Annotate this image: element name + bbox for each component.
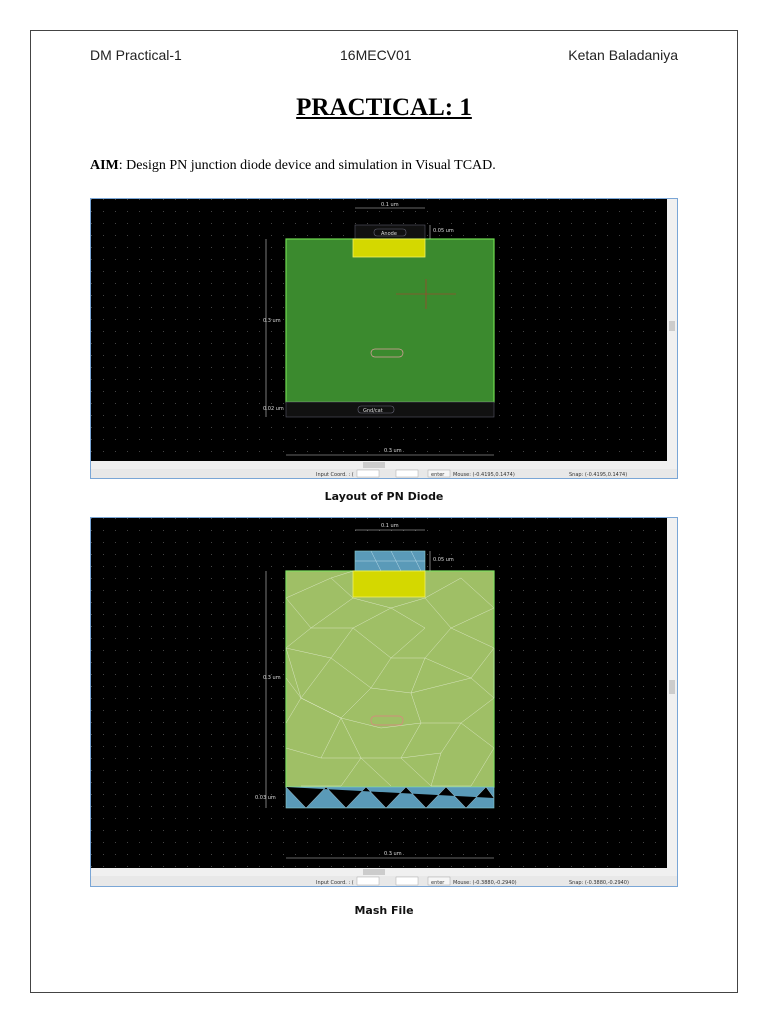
layout-canvas[interactable] bbox=[91, 199, 677, 478]
dim-top: 0.1 um bbox=[381, 202, 399, 208]
mesh-enter-button-label: enter bbox=[431, 880, 445, 886]
mesh-vertical-scroll-thumb[interactable] bbox=[669, 680, 675, 694]
status-mouse: Mouse: (-0.4195,0.1474) bbox=[453, 472, 515, 478]
header-left: DM Practical-1 bbox=[90, 47, 182, 63]
mesh-dim-left: 0.3 um bbox=[263, 675, 281, 681]
status-input-coord: Input Coord. : ( bbox=[316, 472, 354, 478]
figure-caption-layout: Layout of PN Diode bbox=[324, 490, 444, 503]
mesh-dim-top: 0.1 um bbox=[381, 523, 399, 529]
cathode-label: Gnd/cat bbox=[363, 408, 383, 414]
mesh-dim-anode-height: 0.05 um bbox=[433, 557, 454, 563]
aim-paragraph bbox=[90, 158, 496, 174]
mesh-screenshot bbox=[90, 517, 678, 887]
input-y-field[interactable] bbox=[396, 470, 418, 477]
aim-label: AIM bbox=[90, 158, 119, 173]
mesh-body[interactable] bbox=[286, 571, 494, 787]
mesh-dim-bottom: 0.3 um bbox=[384, 851, 402, 857]
mesh-input-y-field[interactable] bbox=[396, 877, 418, 885]
page-title-text: PRACTICAL: 1 bbox=[296, 94, 472, 121]
mesh-status-input-coord: Input Coord. : ( bbox=[316, 880, 354, 886]
header-center: 16MECV01 bbox=[340, 47, 412, 63]
enter-button-label: enter bbox=[431, 472, 445, 478]
cathode-contact[interactable] bbox=[286, 402, 494, 417]
dim-bottom-left: 0.02 um bbox=[263, 406, 284, 412]
dim-bottom: 0.3 um bbox=[384, 448, 402, 454]
dim-left: 0.3 um bbox=[263, 318, 281, 324]
anode-region[interactable] bbox=[353, 239, 425, 257]
mesh-status-mouse: Mouse: (-0.3880,-0.2940) bbox=[453, 880, 517, 886]
mesh-horizontal-scroll-thumb[interactable] bbox=[363, 869, 385, 875]
layout-screenshot bbox=[90, 198, 678, 479]
mesh-input-x-field[interactable] bbox=[357, 877, 379, 885]
p-region[interactable] bbox=[286, 239, 494, 402]
figure-caption-mesh: Mash File bbox=[354, 904, 414, 917]
dim-anode-height: 0.05 um bbox=[433, 228, 454, 234]
mesh-status-snap: Snap: (-0.3880,-0.2940) bbox=[569, 880, 629, 886]
vertical-scroll-thumb[interactable] bbox=[669, 321, 675, 331]
mesh-anode-region[interactable] bbox=[353, 571, 425, 597]
page-title bbox=[0, 94, 768, 122]
input-x-field[interactable] bbox=[357, 470, 379, 477]
anode-label: Anode bbox=[381, 231, 397, 237]
mesh-dim-bottom-left: 0.03 um bbox=[255, 795, 276, 801]
header-right: Ketan Baladaniya bbox=[568, 47, 678, 63]
horizontal-scroll-thumb[interactable] bbox=[363, 462, 385, 468]
mesh-canvas[interactable] bbox=[91, 518, 677, 886]
status-snap: Snap: (-0.4195,0.1474) bbox=[569, 472, 628, 478]
aim-text: : Design PN junction diode device and simulation in Visual TCAD. bbox=[118, 158, 496, 173]
